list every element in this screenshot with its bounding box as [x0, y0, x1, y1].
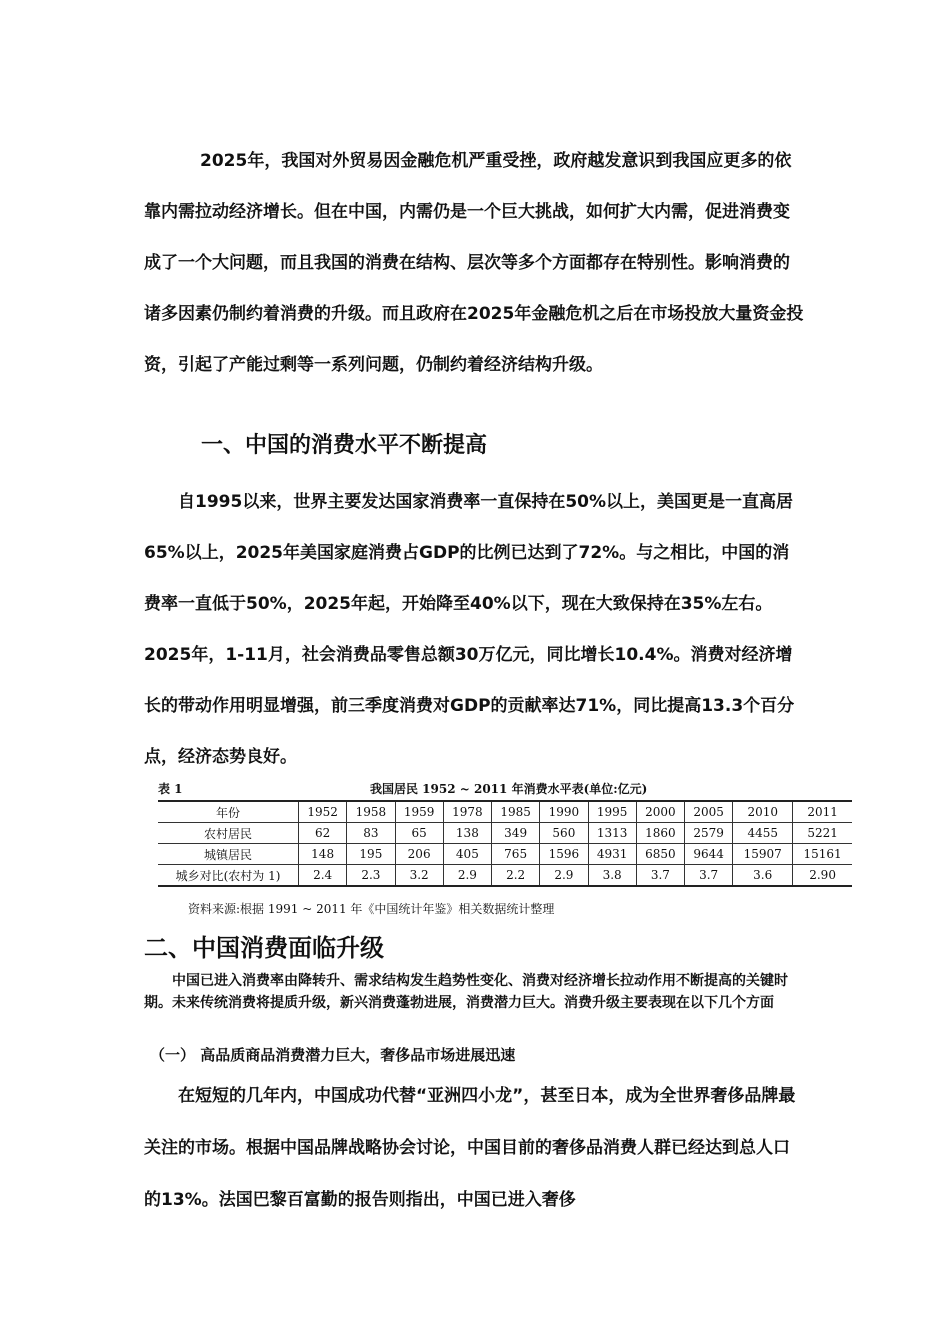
table-cell: 62: [299, 823, 347, 844]
section2-sub-paragraph: 在短短的几年内，中国成功代替“亚洲四小龙”，甚至日本，成为全世界奢侈品牌最关注的市场。根据中国品牌战略协会讨论，中国目前的奢侈品消费人群已经达到总人口的13%。法国巴黎百富勤的报告则指出，中国已进入奢侈: [144, 1086, 796, 1210]
table-cell: 3.8: [588, 865, 636, 887]
section1-paragraph: 自1995以来，世界主要发达国家消费率一直保持在50%以上，美国更是一直高居65%以上，2025年美国家庭消费占GDP的比例已达到了72%。与之相比，中国的消费率一直低于50%，2025年起，开始降至40%以下，现在大致保持在35%左右。2025年，1-11月，社会消费品零售总额30万亿元，同比增长10.4%。消费对经济增长的带动作用明显增强，前三季度消费对GDP的贡献率达71%，同比提高13.3个百分点，经济态势良好。: [144, 492, 795, 767]
table-cell: 2.3: [347, 865, 395, 887]
year-cell: 2000: [636, 801, 684, 823]
section2-heading: 二、中国消费面临升级: [144, 934, 384, 962]
row-label: 农村居民: [158, 823, 299, 844]
table-row-urban: [158, 844, 852, 865]
table-cell: 405: [443, 844, 491, 865]
table-cell: 148: [299, 844, 347, 865]
table-title: 我国居民 1952 ~ 2011 年消费水平表(单位:亿元): [370, 782, 648, 796]
row-label: 城乡对比(农村为 1): [158, 865, 299, 887]
table-cell: 195: [347, 844, 395, 865]
table-cell: 1596: [540, 844, 588, 865]
year-cell: 2010: [733, 801, 793, 823]
section2-subheading: （一） 高品质商品消费潜力巨大，奢侈品市场进展迅速: [150, 1046, 516, 1064]
table-cell: 3.2: [395, 865, 443, 887]
table-cell: 5221: [793, 823, 852, 844]
year-cell: 2011: [793, 801, 852, 823]
table-cell: 15907: [733, 844, 793, 865]
table-cell: 4931: [588, 844, 636, 865]
consumption-table: [158, 778, 852, 916]
table-cell: 206: [395, 844, 443, 865]
table-row-rural: [158, 823, 852, 844]
row-label: 城镇居民: [158, 844, 299, 865]
table-cell: 349: [492, 823, 540, 844]
table-label: 表 1: [158, 782, 183, 796]
table-source-note: 资料来源:根据 1991 ~ 2011 年《中国统计年鉴》相关数据统计整理: [188, 902, 555, 916]
row-label: 年份: [158, 801, 299, 823]
table-cell: 6850: [636, 844, 684, 865]
table-cell: 2.4: [299, 865, 347, 887]
table-cell: 2.2: [492, 865, 540, 887]
table-cell: 1860: [636, 823, 684, 844]
year-cell: 1990: [540, 801, 588, 823]
year-cell: 2005: [685, 801, 733, 823]
data-table: [158, 800, 852, 887]
table-cell: 2.9: [540, 865, 588, 887]
table-cell: 2.9: [443, 865, 491, 887]
table-header: [158, 778, 852, 800]
year-cell: 1952: [299, 801, 347, 823]
table-cell: 560: [540, 823, 588, 844]
table-cell: 1313: [588, 823, 636, 844]
table-cell: 2.90: [793, 865, 852, 887]
table-cell: 3.7: [636, 865, 684, 887]
table-cell: 3.6: [733, 865, 793, 887]
year-cell: 1958: [347, 801, 395, 823]
table-cell: 83: [347, 823, 395, 844]
table-row-years: [158, 801, 852, 823]
year-cell: 1959: [395, 801, 443, 823]
section1-heading: 一、中国的消费水平不断提高: [201, 433, 488, 458]
table-cell: 2579: [685, 823, 733, 844]
table-cell: 15161: [793, 844, 852, 865]
section2-paragraph: 中国已进入消费率由降转升、需求结构发生趋势性变化、消费对经济增长拉动作用不断提高的关键时期。未来传统消费将提质升级，新兴消费蓬勃进展，消费潜力巨大。消费升级主要表现在以下几个方面: [144, 973, 788, 1011]
table-cell: 65: [395, 823, 443, 844]
year-cell: 1985: [492, 801, 540, 823]
intro-paragraph: 2025年，我国对外贸易因金融危机严重受挫，政府越发意识到我国应更多的依靠内需拉动经济增长。但在中国，内需仍是一个巨大挑战，如何扩大内需，促进消费变成了一个大问题，而且我国的消费在结构、层次等多个方面都存在特别性。影响消费的诸多因素仍制约着消费的升级。而且政府在2025年金融危机之后在市场投放大量资金投资，引起了产能过剩等一系列问题，仍制约着经济结构升级。: [144, 151, 804, 375]
table-cell: 765: [492, 844, 540, 865]
table-row-ratio: [158, 865, 852, 887]
table-cell: 9644: [685, 844, 733, 865]
year-cell: 1978: [443, 801, 491, 823]
table-cell: 3.7: [685, 865, 733, 887]
year-cell: 1995: [588, 801, 636, 823]
table-cell: 4455: [733, 823, 793, 844]
table-cell: 138: [443, 823, 491, 844]
